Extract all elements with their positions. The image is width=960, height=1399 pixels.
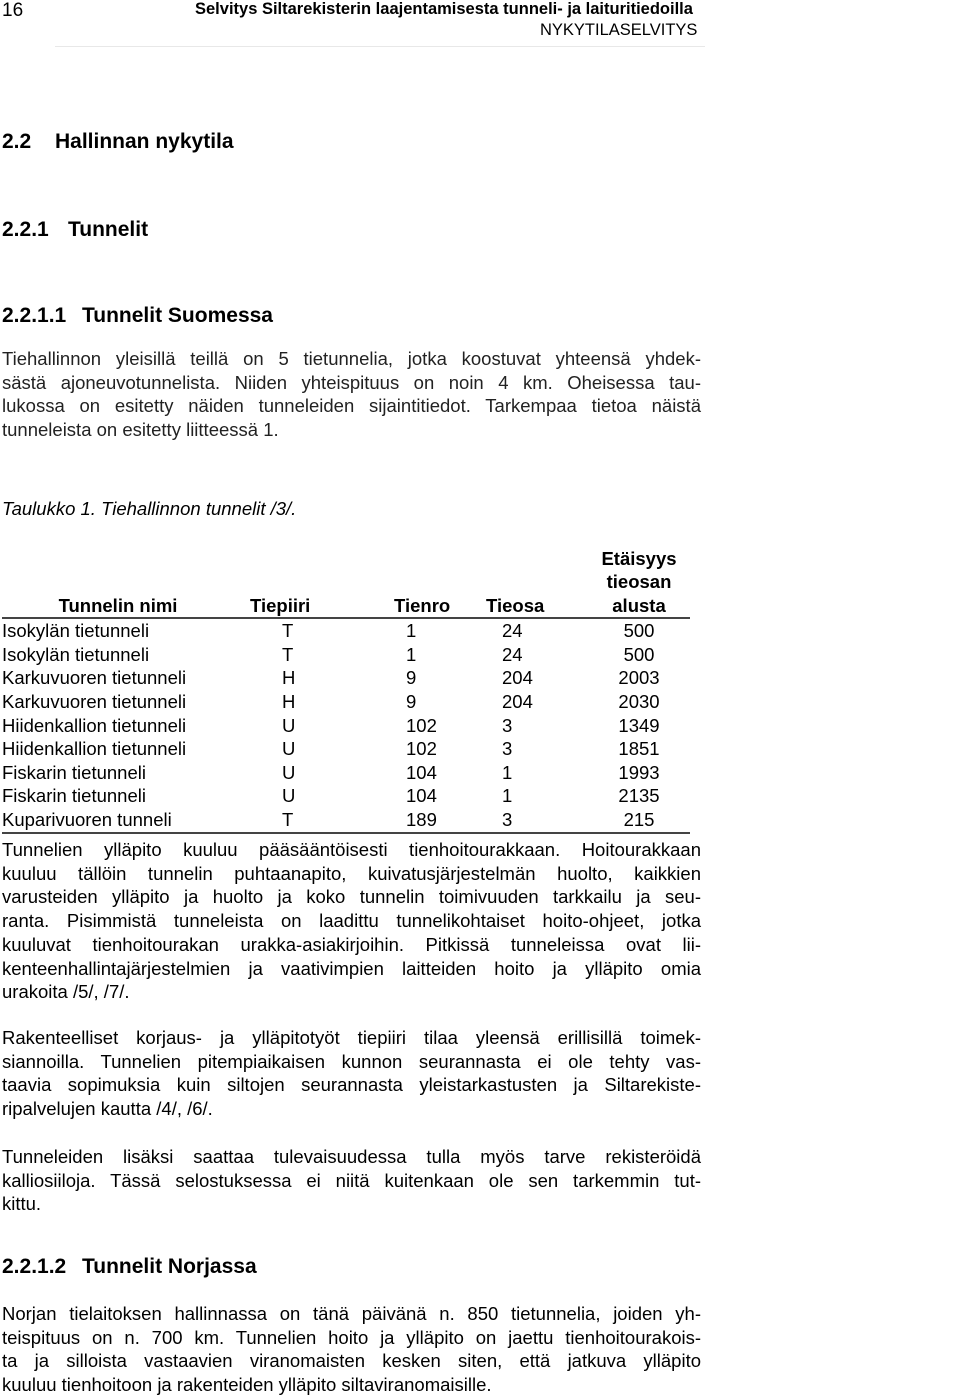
col-header-distance-line1: Etäisyys tieosan xyxy=(601,548,677,593)
col-header-road: Tienro xyxy=(394,594,451,616)
section-title: Tunnelit Norjassa xyxy=(82,1255,257,1278)
cell-road: 1 xyxy=(406,620,417,642)
table-caption: Taulukko 1. Tiehallinnon tunnelit /3/. xyxy=(2,498,297,519)
col-header-district: Tiepiiri xyxy=(250,594,311,616)
cell-distance: 1851 xyxy=(618,738,660,760)
table-row xyxy=(2,643,690,667)
cell-section: 1 xyxy=(502,785,513,807)
cell-section: 24 xyxy=(502,643,523,665)
cell-district: U xyxy=(282,738,296,760)
text-line: ripalvelujen kautta /4/, /6/. xyxy=(2,1098,213,1120)
text-line: tunneleista on esitetty liitteessä 1. xyxy=(2,419,279,441)
text-line: varusteiden ylläpito ja huolto ja koko tunnelin toimivuuden tarkkailu ja seu- xyxy=(2,886,701,908)
cell-tunnel-name: Fiskarin tietunneli xyxy=(2,785,146,807)
text-line: kuuluvat tienhoitourakan urakka-asiakirjoihin. Pitkissä tunneleissa ovat lii- xyxy=(2,933,701,955)
norway-paragraph xyxy=(2,1302,701,1397)
section-heading-2-2-1-2 xyxy=(2,1255,257,1279)
section-heading-2-2-1 xyxy=(2,218,148,242)
maintenance-paragraph xyxy=(2,838,701,1004)
cell-tunnel-name: Karkuvuoren tietunneli xyxy=(2,667,187,689)
text-line: kittu. xyxy=(2,1193,42,1215)
cell-section: 3 xyxy=(502,808,513,830)
text-line: siannoilla. Tunnelien pitempiaikaisen kunnon seurannasta ei ole tehty vas- xyxy=(2,1050,701,1072)
cell-distance: 1993 xyxy=(618,761,660,783)
cell-distance: 1349 xyxy=(618,714,660,736)
text-line: teispituus on n. 700 km. Tunnelien hoito ja ylläpito on jaettu tienhoitourakois- xyxy=(2,1326,701,1348)
section-title: Tunnelit Suomessa xyxy=(82,304,273,327)
cell-road: 189 xyxy=(406,808,437,830)
cell-section: 3 xyxy=(502,714,513,736)
header-divider xyxy=(55,46,705,47)
table-body xyxy=(2,618,690,832)
cell-district: U xyxy=(282,761,296,783)
cell-road: 102 xyxy=(406,714,437,736)
cell-district: H xyxy=(282,691,296,712)
table-row xyxy=(2,714,690,738)
cell-section: 204 xyxy=(502,691,533,712)
cell-section: 204 xyxy=(502,667,533,689)
table-header-row xyxy=(2,547,690,618)
cell-district: T xyxy=(282,808,294,830)
col-header-distance xyxy=(588,547,690,618)
text-line: Tunnelien ylläpito kuuluu pääsääntöisesti tienhoitourakkaan. Hoitourakkaan xyxy=(2,839,701,860)
cell-road: 102 xyxy=(406,738,437,760)
cell-distance: 2135 xyxy=(618,785,660,807)
section-heading-2-2 xyxy=(2,130,234,154)
text-line: ranta. Pisimmistä tunneleista on laadittu tunnelikohtaiset hoito-ohjeet, jotka xyxy=(2,910,701,932)
cell-tunnel-name: Fiskarin tietunneli xyxy=(2,761,146,783)
cell-section: 24 xyxy=(502,620,523,642)
section-title: Hallinnan nykytila xyxy=(55,130,234,153)
cell-district: H xyxy=(282,667,296,689)
section-number: 2.2.1.2 xyxy=(2,1255,67,1278)
cell-district: U xyxy=(282,714,296,736)
text-line: kenteenhallintajärjestelmien ja vaativimpien laitteiden hoito ja ylläpito omia xyxy=(2,957,701,979)
section-number: 2.2.1 xyxy=(2,218,49,241)
cell-tunnel-name: Isokylän tietunneli xyxy=(2,643,150,665)
cell-district: T xyxy=(282,643,294,665)
cell-distance: 2003 xyxy=(618,667,660,689)
cell-road: 1 xyxy=(406,643,417,665)
text-line: ta ja silloista vastaavien viranomaisten kesken siten, että jatkuva ylläpito xyxy=(2,1350,701,1372)
text-line: Tunneleiden lisäksi saattaa tulevaisuudessa tulla myös tarve rekisteröidä xyxy=(2,1146,701,1167)
page-number: 16 xyxy=(2,0,24,21)
cell-district: U xyxy=(282,785,296,807)
col-header-name: Tunnelin nimi xyxy=(58,594,178,616)
document-title: Selvitys Siltarekisterin laajentamisesta tunneli- ja laituritiedoilla xyxy=(195,0,693,18)
cell-tunnel-name: Hiidenkallion tietunneli xyxy=(2,738,187,760)
table-row xyxy=(2,784,690,808)
cell-tunnel-name: Karkuvuoren tietunneli xyxy=(2,691,187,712)
cell-distance: 500 xyxy=(623,643,655,665)
cell-road: 104 xyxy=(406,785,437,807)
table-row xyxy=(2,618,690,643)
cell-section: 1 xyxy=(502,761,513,783)
col-header-distance-line2: alusta xyxy=(612,594,666,616)
cell-distance: 215 xyxy=(623,808,655,830)
table-row xyxy=(2,761,690,785)
text-line: taavia sopimuksia kuin siltojen seurannasta yleistarkastusten ja Siltarekiste- xyxy=(2,1074,701,1096)
text-line: lukossa on esitetty näiden tunneleiden sijaintitiedot. Tarkempaa tietoa näistä xyxy=(2,395,701,417)
cell-tunnel-name: Isokylän tietunneli xyxy=(2,620,150,642)
text-line: Tiehallinnon yleisillä teillä on 5 tietunnelia, jotka koostuvat yhteensä yhdek- xyxy=(2,348,701,369)
table-row xyxy=(2,808,690,833)
text-line: sästä ajoneuvotunnelista. Niiden yhteispituus on noin 4 km. Oheisessa tau- xyxy=(2,371,701,393)
section-number: 2.2.1.1 xyxy=(2,304,67,327)
table-row xyxy=(2,690,690,714)
cell-district: T xyxy=(282,620,294,642)
tunnel-table xyxy=(2,547,690,834)
col-header-section: Tieosa xyxy=(486,594,545,616)
text-line: kalliosiiloja. Tässä selostuksessa ei niitä kuitenkaan ole sen tarkemmin tut- xyxy=(2,1169,701,1191)
repairs-paragraph xyxy=(2,1026,701,1121)
cell-road: 9 xyxy=(406,691,417,712)
cell-distance: 2030 xyxy=(618,691,660,712)
cell-distance: 500 xyxy=(623,620,655,642)
cell-road: 9 xyxy=(406,667,417,689)
cell-tunnel-name: Kuparivuoren tunneli xyxy=(2,808,172,830)
text-line: urakoita /5/, /7/. xyxy=(2,981,130,1003)
section-number: 2.2 xyxy=(2,130,32,153)
text-line: Norjan tielaitoksen hallinnassa on tänä päivänä n. 850 tietunnelia, joiden yh- xyxy=(2,1303,701,1324)
table-row xyxy=(2,737,690,761)
section-title: Tunnelit xyxy=(68,218,149,241)
text-line: kuuluu tällöin tunnelin puhtaanapito, kuivatusjärjestelmän huolto, kaikkien xyxy=(2,862,701,884)
section-heading-2-2-1-1 xyxy=(2,304,273,328)
table-row xyxy=(2,666,690,690)
text-line: kuuluu tienhoitoon ja rakenteiden ylläpito siltaviranomaisille. xyxy=(2,1374,492,1396)
cell-section: 3 xyxy=(502,738,513,760)
cell-road: 104 xyxy=(406,761,437,783)
future-paragraph xyxy=(2,1145,701,1216)
intro-paragraph xyxy=(2,347,701,442)
document-subtitle: NYKYTILASELVITYS xyxy=(540,21,698,39)
cell-tunnel-name: Hiidenkallion tietunneli xyxy=(2,714,187,736)
text-line: Rakenteelliset korjaus- ja ylläpitotyöt tiepiiri tilaa yleensä erillisillä toimek- xyxy=(2,1027,701,1048)
